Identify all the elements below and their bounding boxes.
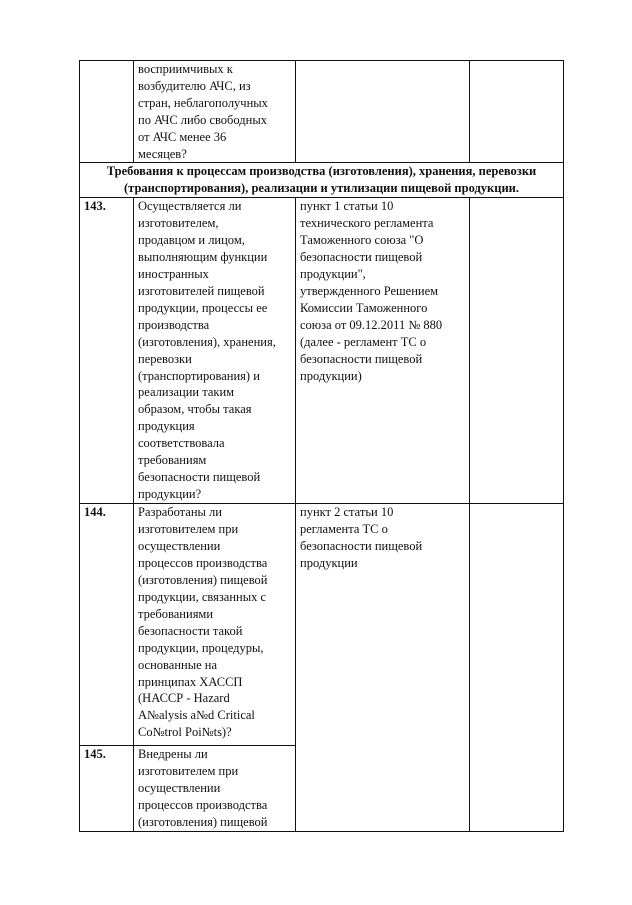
reference-cell: [296, 504, 470, 832]
question-line: основанные на: [138, 657, 218, 672]
question-cell: [134, 198, 296, 504]
question-line: (транспортирования) и: [138, 368, 260, 383]
reference-line: Комиссии Таможенного: [300, 300, 428, 315]
reference-line: технического регламента: [300, 216, 434, 231]
question-line: продукции, связанных с: [138, 589, 267, 604]
reference-line: безопасности пищевой: [300, 351, 423, 366]
reference-line: утвержденного Решением: [300, 283, 439, 298]
section-row: [80, 163, 564, 198]
question-line: требованиям: [138, 453, 207, 468]
reference-line: Таможенного союза "О: [300, 233, 424, 248]
question-line: процессов производства: [138, 556, 268, 571]
reference-line: (далее - регламент ТС о: [300, 334, 427, 349]
question-line: безопасности такой: [138, 623, 243, 638]
question-line: иностранных: [138, 267, 209, 282]
reference-line: союза от 09.12.2011 № 880: [300, 317, 443, 332]
checklist-table: [79, 60, 564, 832]
reference-line: продукции",: [300, 267, 366, 282]
question-line: от АЧС менее 36: [138, 129, 227, 144]
question-line: Осуществляется ли: [138, 199, 242, 214]
notes-cell: [470, 198, 564, 504]
question-line: A№alysis a№d Critical: [138, 708, 255, 723]
question-line: продукции?: [138, 486, 202, 501]
question-line: Разработаны ли: [138, 505, 222, 520]
reference-cell: [296, 198, 470, 504]
question-line: стран, неблагополучных: [138, 95, 268, 110]
question-line: продукции, процедуры,: [138, 640, 264, 655]
question-line: Внедрены ли: [138, 747, 208, 762]
question-line: возбудителю АЧС, из: [138, 78, 251, 93]
notes-cell: [470, 61, 564, 163]
question-line: реализации таким: [138, 385, 235, 400]
question-line: (изготовления) пищевой: [138, 573, 268, 588]
question-line: изготовителем при: [138, 764, 239, 779]
question-line: продукция: [138, 419, 195, 434]
reference-line: регламента ТС о: [300, 522, 388, 537]
question-line: продавцом и лицом,: [138, 233, 245, 248]
question-line: восприимчивых к: [138, 62, 233, 76]
table-row: [80, 61, 564, 163]
section-header: Требования к процессам производства (изготовления), хранения, перевозки (транспортирования), реализации и утилизации пищевой продукции.: [80, 163, 564, 198]
question-line: безопасности пищевой: [138, 469, 261, 484]
question-line: изготовителей пищевой: [138, 283, 265, 298]
item-number: 143.: [80, 198, 134, 504]
item-number: 145.: [80, 746, 134, 832]
reference-line: безопасности пищевой: [300, 250, 423, 265]
reference-line: продукции): [300, 368, 362, 383]
question-line: образом, чтобы такая: [138, 402, 252, 417]
question-line: осуществлении: [138, 781, 221, 796]
question-line: (изготовления) пищевой: [138, 815, 268, 830]
question-line: производства: [138, 317, 210, 332]
question-line: осуществлении: [138, 539, 221, 554]
question-line: (изготовления), хранения,: [138, 334, 276, 349]
question-line: процессов производства: [138, 798, 268, 813]
reference-line: продукции: [300, 556, 358, 571]
reference-line: пункт 1 статьи 10: [300, 199, 394, 214]
question-line: (НАССР - Hazard: [138, 691, 230, 706]
table-row: [80, 198, 564, 504]
question-line: требованиями: [138, 606, 214, 621]
item-number: 144.: [80, 504, 134, 746]
question-cell: [134, 61, 296, 163]
question-line: изготовителем при: [138, 522, 239, 537]
reference-line: безопасности пищевой: [300, 539, 423, 554]
question-line: перевозки: [138, 351, 192, 366]
question-line: месяцев?: [138, 146, 187, 161]
question-cell: [134, 504, 296, 746]
question-line: по АЧС либо свободных: [138, 112, 268, 127]
item-number: [80, 61, 134, 163]
question-line: продукции, процессы ее: [138, 300, 268, 315]
table-row: [80, 504, 564, 746]
reference-cell: [296, 61, 470, 163]
question-line: принципах ХАССП: [138, 674, 243, 689]
question-line: соответствовала: [138, 436, 225, 451]
question-cell: [134, 746, 296, 832]
notes-cell: [470, 504, 564, 832]
question-line: выполняющим функции: [138, 250, 268, 265]
question-line: изготовителем,: [138, 216, 219, 231]
reference-line: пункт 2 статьи 10: [300, 505, 394, 520]
question-line: Co№trol Poi№ts)?: [138, 725, 232, 740]
